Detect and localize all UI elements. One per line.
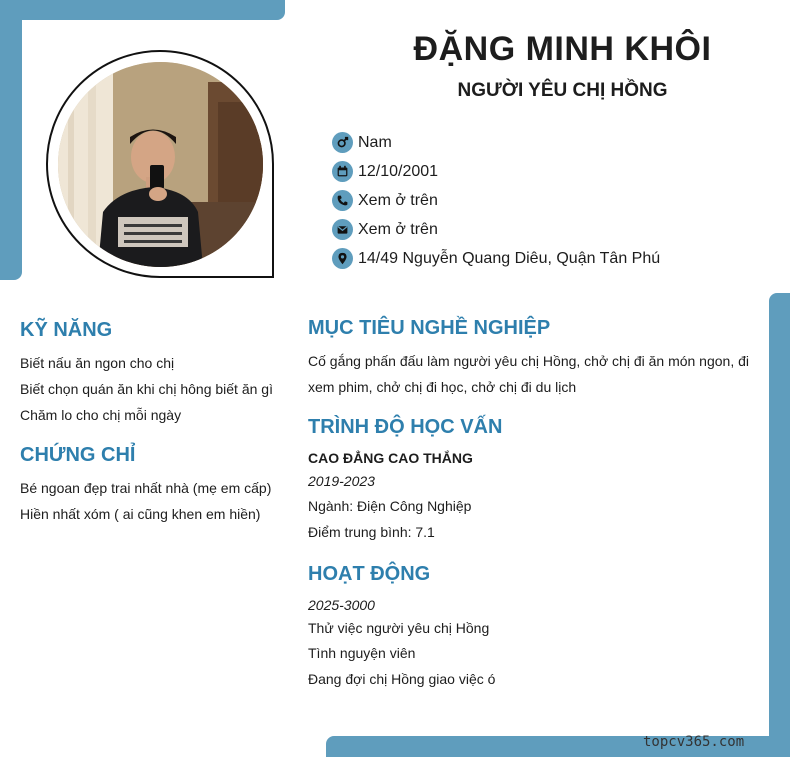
certificates-heading: CHỨNG CHỈ xyxy=(20,444,136,466)
email-icon xyxy=(332,219,353,240)
activity-item: Tình nguyện viên xyxy=(308,645,416,661)
decor-bar-right xyxy=(769,293,790,757)
certificate-item: Bé ngoan đẹp trai nhất nhà (mẹ em cấp) xyxy=(20,480,272,496)
contact-birthday xyxy=(332,157,660,186)
decor-bar-left xyxy=(0,0,22,280)
skill-item: Chăm lo cho chị mỗi ngày xyxy=(20,407,182,423)
education-heading: TRÌNH ĐỘ HỌC VẤN xyxy=(308,416,503,438)
contact-phone-value: Xem ở trên xyxy=(358,191,438,209)
education-major: Ngành: Điện Công Nghiệp xyxy=(308,498,472,514)
decor-bar-top xyxy=(0,0,285,20)
phone-icon xyxy=(332,190,353,211)
objective-text: Cố gắng phấn đấu làm người yêu chị Hồng, chở chị đi ăn món ngon, đi xem phim, chở chị đi học, chở chị đi du lịch xyxy=(308,353,750,395)
contact-phone xyxy=(332,186,660,215)
contact-gender-value: Nam xyxy=(358,133,392,151)
watermark: topcv365.com xyxy=(643,734,745,750)
full-name: ĐẶNG MINH KHÔI xyxy=(413,30,712,68)
education-period: 2019-2023 xyxy=(308,473,375,489)
activities-heading: HOẠT ĐỘNG xyxy=(308,563,431,585)
school-name: CAO ĐẲNG CAO THẮNG xyxy=(308,450,473,466)
activity-item: Đang đợi chị Hồng giao việc ó xyxy=(308,671,496,687)
contact-birthday-value: 12/10/2001 xyxy=(358,162,439,180)
skill-item: Biết nấu ăn ngon cho chị xyxy=(20,355,175,371)
activities-period: 2025-3000 xyxy=(308,597,375,613)
job-title: NGƯỜI YÊU CHỊ HỒNG xyxy=(457,80,668,101)
avatar xyxy=(58,62,263,267)
contact-gender xyxy=(332,128,660,157)
contact-email-value: Xem ở trên xyxy=(358,220,438,238)
education-gpa: Điểm trung bình: 7.1 xyxy=(308,524,435,540)
skills-heading: KỸ NĂNG xyxy=(20,319,113,341)
activity-item: Thử việc người yêu chị Hồng xyxy=(308,620,490,636)
certificate-item: Hiền nhất xóm ( ai cũng khen em hiền) xyxy=(20,506,261,522)
contact-address-value: 14/49 Nguyễn Quang Diêu, Quận Tân Phú xyxy=(358,249,661,267)
location-icon xyxy=(332,248,353,269)
gender-icon xyxy=(332,132,353,153)
contact-email xyxy=(332,215,660,244)
objective-heading: MỤC TIÊU NGHỀ NGHIỆP xyxy=(308,317,551,339)
contact-address xyxy=(332,244,660,273)
calendar-icon xyxy=(332,161,353,182)
skill-item: Biết chọn quán ăn khi chị hông biết ăn gì xyxy=(20,381,273,397)
contact-list xyxy=(332,128,660,273)
